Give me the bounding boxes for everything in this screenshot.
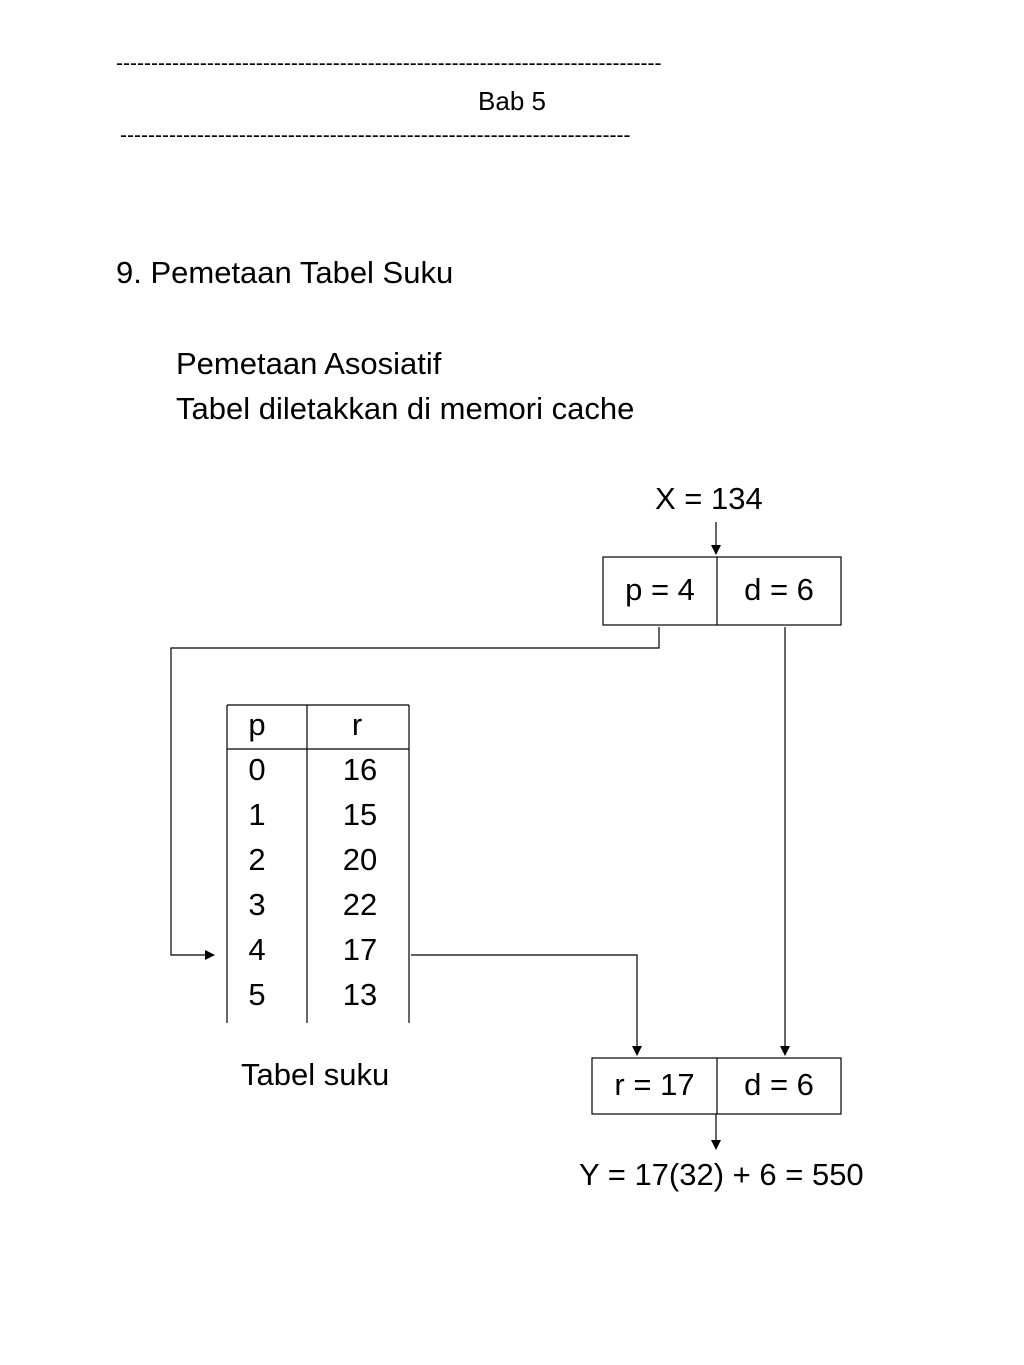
arrow-r-to-output xyxy=(411,955,637,1055)
table-cell-r: 22 xyxy=(342,887,378,922)
table-cell-r: 16 xyxy=(342,752,378,787)
output-label: Y = 17(32) + 6 = 550 xyxy=(579,1157,864,1192)
subtitle-line-1: Pemetaan Asosiatif xyxy=(176,346,442,381)
table-cell-r: 15 xyxy=(342,797,378,832)
header-dash-top: ------------------------------------------------------------------------------ xyxy=(116,52,662,75)
table-cell-p: 2 xyxy=(248,842,266,877)
table-cell-p: 3 xyxy=(248,887,266,922)
table-cell-r: 17 xyxy=(342,932,378,967)
table-cell-p: 0 xyxy=(248,752,266,787)
table-cell-p: 4 xyxy=(248,932,266,967)
subtitle-line-2: Tabel diletakkan di memori cache xyxy=(176,391,635,426)
chapter-label: Bab 5 xyxy=(478,86,546,116)
table-cell-r: 20 xyxy=(342,842,378,877)
table-cell-p: 5 xyxy=(248,977,266,1012)
input-box-d: d = 6 xyxy=(744,572,814,607)
table-header-r: r xyxy=(351,707,363,742)
table-cell-p: 1 xyxy=(248,797,266,832)
table-caption: Tabel suku xyxy=(241,1057,390,1092)
output-box-d: d = 6 xyxy=(744,1067,814,1102)
input-box-p: p = 4 xyxy=(625,572,695,607)
table-cell-r: 13 xyxy=(342,977,378,1012)
table-header-p: p xyxy=(248,707,266,742)
input-label: X = 134 xyxy=(655,481,763,516)
header-dash-bottom: ------------------------------------------------------------------------- xyxy=(120,124,631,147)
output-box-r: r = 17 xyxy=(614,1067,695,1102)
section-title: 9. Pemetaan Tabel Suku xyxy=(116,255,454,290)
